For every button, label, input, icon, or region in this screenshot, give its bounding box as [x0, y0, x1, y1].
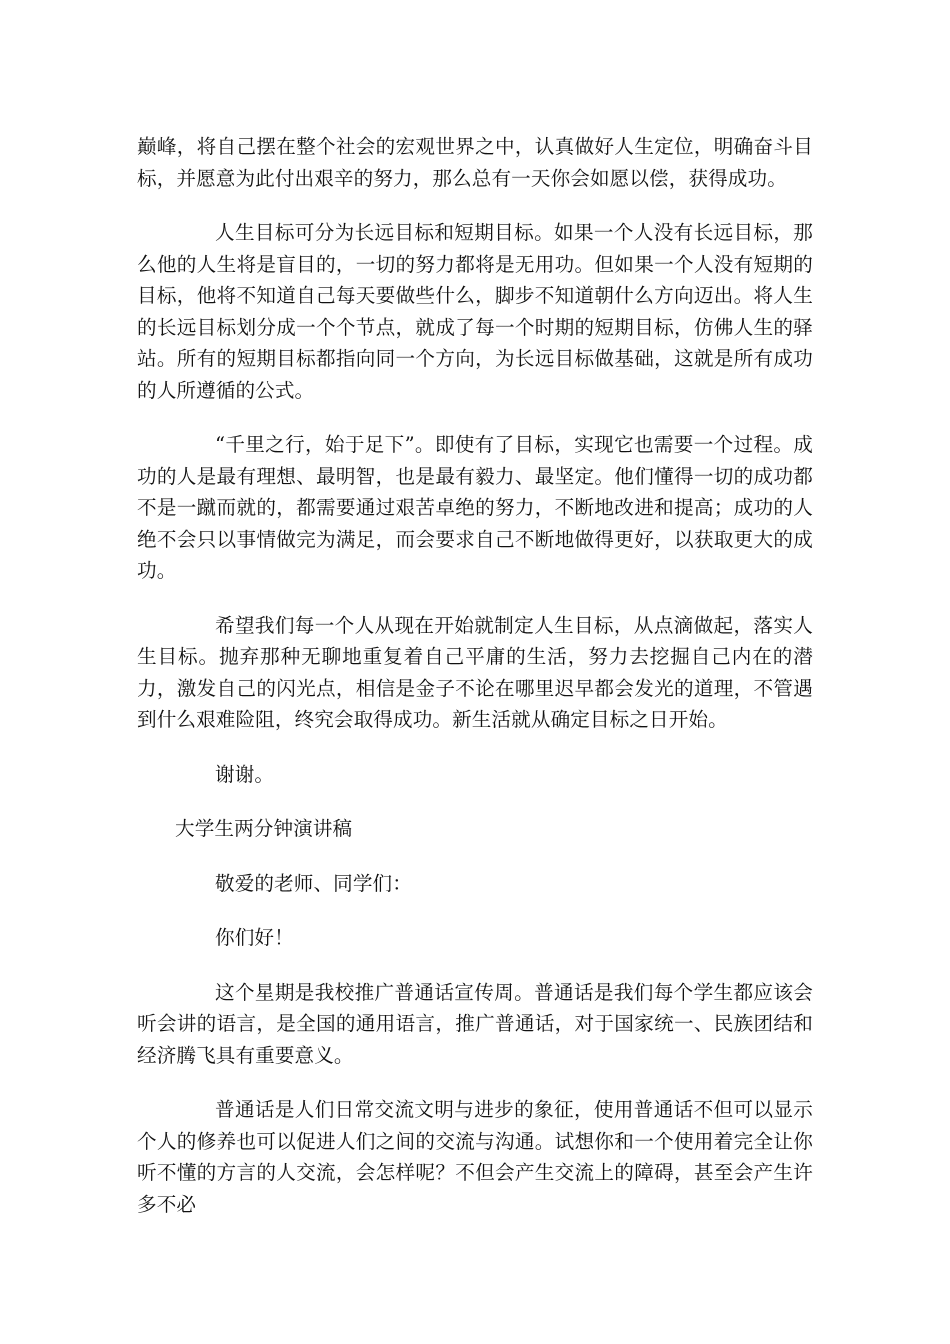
greeting: 你们好！	[215, 926, 294, 949]
paragraph-10: 普通话是人们日常交流文明与进步的象征，使用普通话不但可以显示个人的修养也可以促进人们之间的交流与沟通。试想你和一个使用着完全让你听不懂的方言的人交流，会怎样呢？不但会产生交流上的障碍，甚至会产生许多不必	[137, 1098, 813, 1216]
paragraph-1: 巅峰，将自己摆在整个社会的宏观世界之中，认真做好人生定位，明确奋斗目标，并愿意为此付出艰辛的努力，那么总有一天你会如愿以偿，获得成功。	[137, 135, 813, 190]
paragraph-4: 希望我们每一个人从现在开始就制定人生目标，从点滴做起，落实人生目标。抛弃那种无聊地重复着自己平庸的生活，努力去挖掘自己内在的潜力，激发自己的闪光点，相信是金子不论在哪里迟早都会发光的道理，不管遇到什么艰难险阻，终究会取得成功。新生活就从确定目标之日开始。	[137, 613, 813, 731]
paragraph-9: 这个星期是我校推广普通话宣传周。普通话是我们每个学生都应该会听会讲的语言，是全国的通用语言，推广普通话，对于国家统一、民族团结和经济腾飞具有重要意义。	[137, 980, 813, 1067]
paragraph-2: 人生目标可分为长远目标和短期目标。如果一个人没有长远目标，那么他的人生将是盲目的，一切的努力都将是无用功。但如果一个人没有短期的目标，他将不知道自己每天要做些什么，脚步不知道朝什么方向迈出。将人生的长远目标划分成一个个节点，就成了每一个时期的短期目标，仿佛人生的驿站。所有的短期目标都指向同一个方向，为长远目标做基础，这就是所有成功的人所遵循的公式。	[137, 221, 813, 402]
paragraph-3: “千里之行，始于足下”。即使有了目标，实现它也需要一个过程。成功的人是最有理想、最明智，也是最有毅力、最坚定。他们懂得一切的成功都不是一蹴而就的，都需要通过艰苦卓绝的努力，不断地改进和提高；成功的人绝不会只以事情做完为满足，而会要求自己不断地做得更好，以获取更大的成功。	[137, 433, 813, 582]
closing-thanks: 谢谢。	[215, 762, 275, 786]
salutation: 敬爱的老师、同学们：	[215, 871, 412, 895]
section-title: 大学生两分钟演讲稿	[175, 817, 353, 840]
document-page	[137, 131, 813, 1220]
